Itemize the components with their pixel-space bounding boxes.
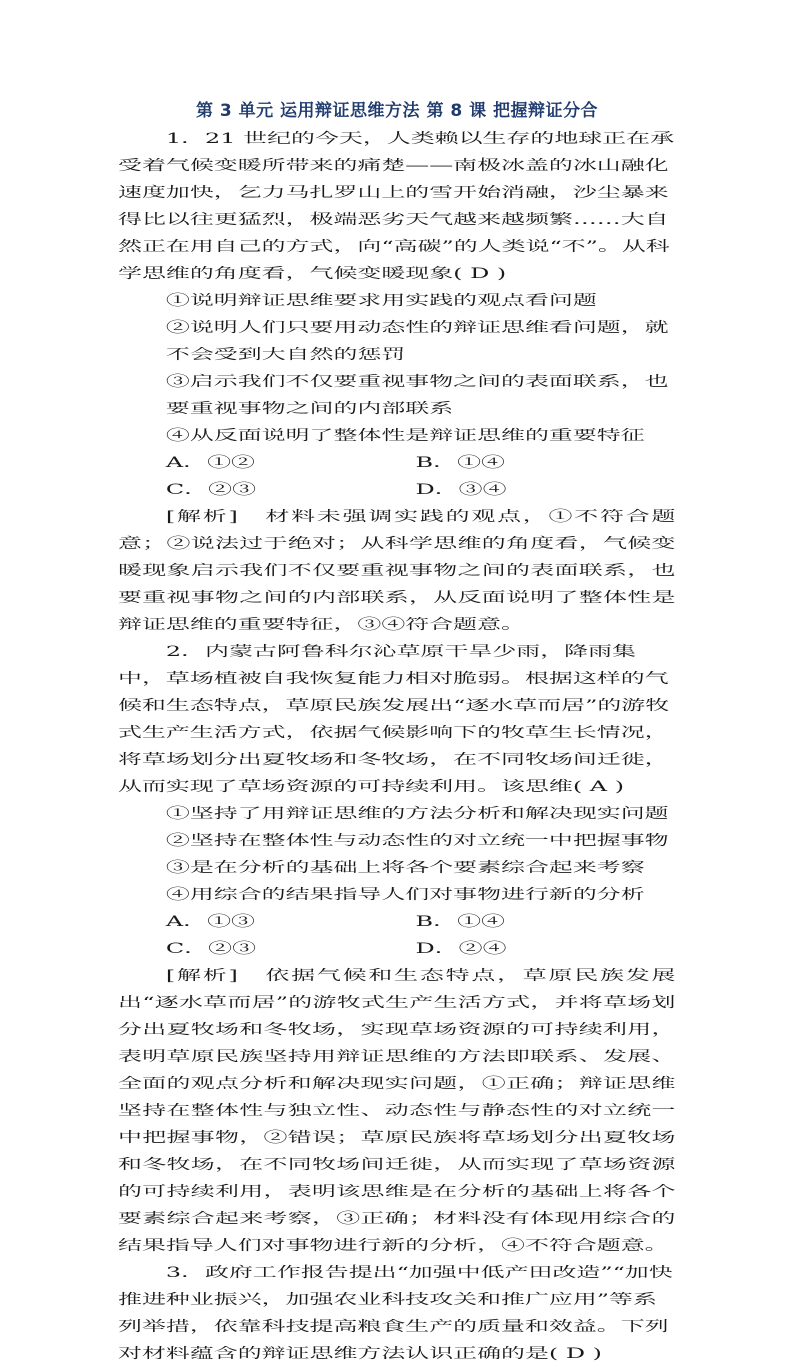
q3-stem: 3．政府工作报告提出“加强中低产田改造”“加快推进种业振兴，加强农业科技攻关和推广应用”等系列举措，依靠科技提高粮食生产的质量和效益。下列对材料蕴含的辩证思维方法认识正确的是( D ) (118, 1265, 673, 1362)
q1-explain-tag: [解析] (165, 509, 238, 525)
q1-option-3: ③启示我们不仅要重视事物之间的表面联系，也要重视事物之间的内部联系 (165, 374, 669, 417)
page-title: 第 3 单元 运用辩证思维方法 第 8 课 把握辩证分合 (195, 101, 599, 121)
q1-explanation (118, 504, 675, 639)
q1-explain-text: 材料未强调实践的观点，①不符合题意；②说法过于绝对；从科学思维的角度看，气候变暖现象启示我们不仅要重视事物之间的表面联系，也要重视事物之间的内部联系，从反面说明了整体性是辩证思维的重要特征，③④符合题意。 (118, 509, 676, 633)
q2-option-4: ④用综合的结果指导人们对事物进行新的分析 (165, 887, 645, 903)
q1-choice-a: A．①② (165, 455, 256, 471)
q2-choice-b: B．①④ (415, 914, 505, 930)
q1-stem: 1．21 世纪的今天，人类赖以生存的地球正在承受着气候变暖所带来的痛楚——南极冰盖的冰山融化速度加快，乞力马扎罗山上的雪开始消融，沙尘暴来得比以往更猛烈，极端恶劣天气越来越频繁……大自然正在用自己的方式，向“高碳”的人类说“不”。从科学思维的角度看，气候变暖现象( D ) (118, 131, 675, 282)
document-body (118, 126, 675, 1368)
q2-option-3: ③是在分析的基础上将各个要素综合起来考察 (165, 860, 645, 876)
q2-choice-d: D．②④ (415, 941, 507, 957)
q1-choice-d: D．③④ (415, 482, 507, 498)
q2-choice-a: A．①③ (165, 914, 256, 930)
q1-option-2: ②说明人们只要用动态性的辩证思维看问题，就不会受到大自然的惩罚 (165, 320, 669, 363)
q2-choice-c: C．②③ (165, 941, 257, 957)
q1-option-4: ④从反面说明了整体性是辩证思维的重要特征 (165, 428, 645, 444)
q1-choice-c: C．②③ (165, 482, 257, 498)
q1-choice-b: B．①④ (415, 455, 505, 471)
q2-explain-text: 依据气候和生态特点，草原民族发展出“逐水草而居”的游牧式生产生活方式，并将草场划分出夏牧场和冬牧场，实现草场资源的可持续利用，表明草原民族坚持用辩证思维的方法即联系、发展、全面的观点分析和解决现实问题，①正确；辩证思维坚持在整体性与独立性、动态性与静态性的对立统一中把握事物，②错误；草原民族将草场划分出夏牧场和冬牧场，在不同牧场间迁徙，从而实现了草场资源的可持续利用，表明该思维是在分析的基础上将各个要素综合起来考察，③正确；材料没有体现用综合的结果指导人们对事物进行新的分析，④不符合题意。 (118, 968, 676, 1254)
q1-option-1: ①说明辩证思维要求用实践的观点看问题 (165, 293, 597, 309)
q2-explanation (118, 963, 675, 1260)
q2-choices-row-1 (118, 909, 675, 936)
q1-choices-row-1 (118, 450, 675, 477)
q2-option-1: ①坚持了用辩证思维的方法分析和解决现实问题 (165, 806, 669, 822)
q2-explain-tag: [解析] (165, 968, 238, 984)
q2-choices-row-2 (118, 936, 675, 963)
q2-stem: 2．内蒙古阿鲁科尔沁草原干旱少雨，降雨集中，草场植被自我恢复能力相对脆弱。根据这样的气候和生态特点，草原民族发展出“逐水草而居”的游牧式生产生活方式，依据气候影响下的牧草生长情况，将草场划分出夏牧场和冬牧场，在不同牧场间迁徙，从而实现了草场资源的可持续利用。该思维( A ) (118, 644, 670, 795)
q2-option-2: ②坚持在整体性与动态性的对立统一中把握事物 (165, 833, 669, 849)
q1-choices-row-2 (118, 477, 675, 504)
